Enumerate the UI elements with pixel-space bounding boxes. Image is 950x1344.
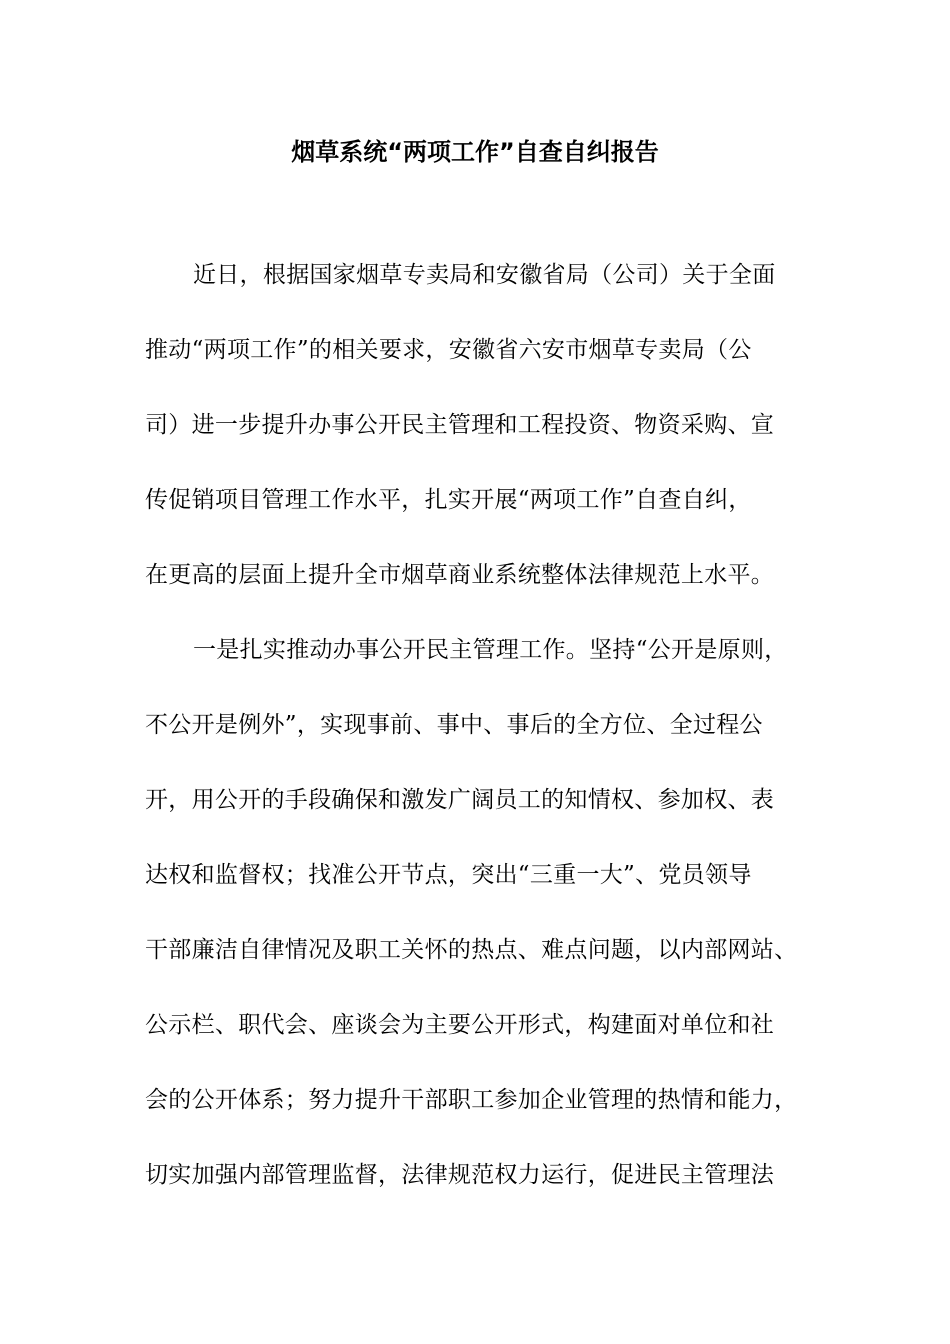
body-line: 会的公开体系；努力提升干部职工参加企业管理的热情和能力， [145,1087,798,1113]
document-title: 烟草系统“两项工作”自查自纠报告 [291,138,659,166]
body-line: 一是扎实推动办事公开民主管理工作。坚持“公开是原则， [193,637,788,663]
body-line: 公示栏、职代会、座谈会为主要公开形式，构建面对单位和社 [145,1012,775,1038]
document-body [145,255,835,1230]
body-line: 切实加强内部管理监督，法律规范权力运行，促进民主管理法 [145,1162,775,1188]
body-line: 不公开是例外”，实现事前、事中、事后的全方位、全过程公 [145,712,763,738]
body-line: 司）进一步提升办事公开民主管理和工程投资、物资采购、宣 [145,412,775,438]
body-line: 达权和监督权；找准公开节点，突出“三重一大”、党员领导 [145,862,752,888]
body-line: 推动“两项工作”的相关要求，安徽省六安市烟草专卖局（公 [145,337,752,363]
body-line: 传促销项目管理工作水平，扎实开展“两项工作”自查自纠， [145,487,752,513]
body-line: 近日，根据国家烟草专卖局和安徽省局（公司）关于全面 [193,262,776,288]
body-line: 干部廉洁自律情况及职工关怀的热点、难点问题，以内部网站、 [145,937,798,963]
body-line: 开，用公开的手段确保和激发广阔员工的知情权、参加权、表 [145,787,775,813]
body-line: 在更高的层面上提升全市烟草商业系统整体法律规范上水平。 [145,562,775,588]
